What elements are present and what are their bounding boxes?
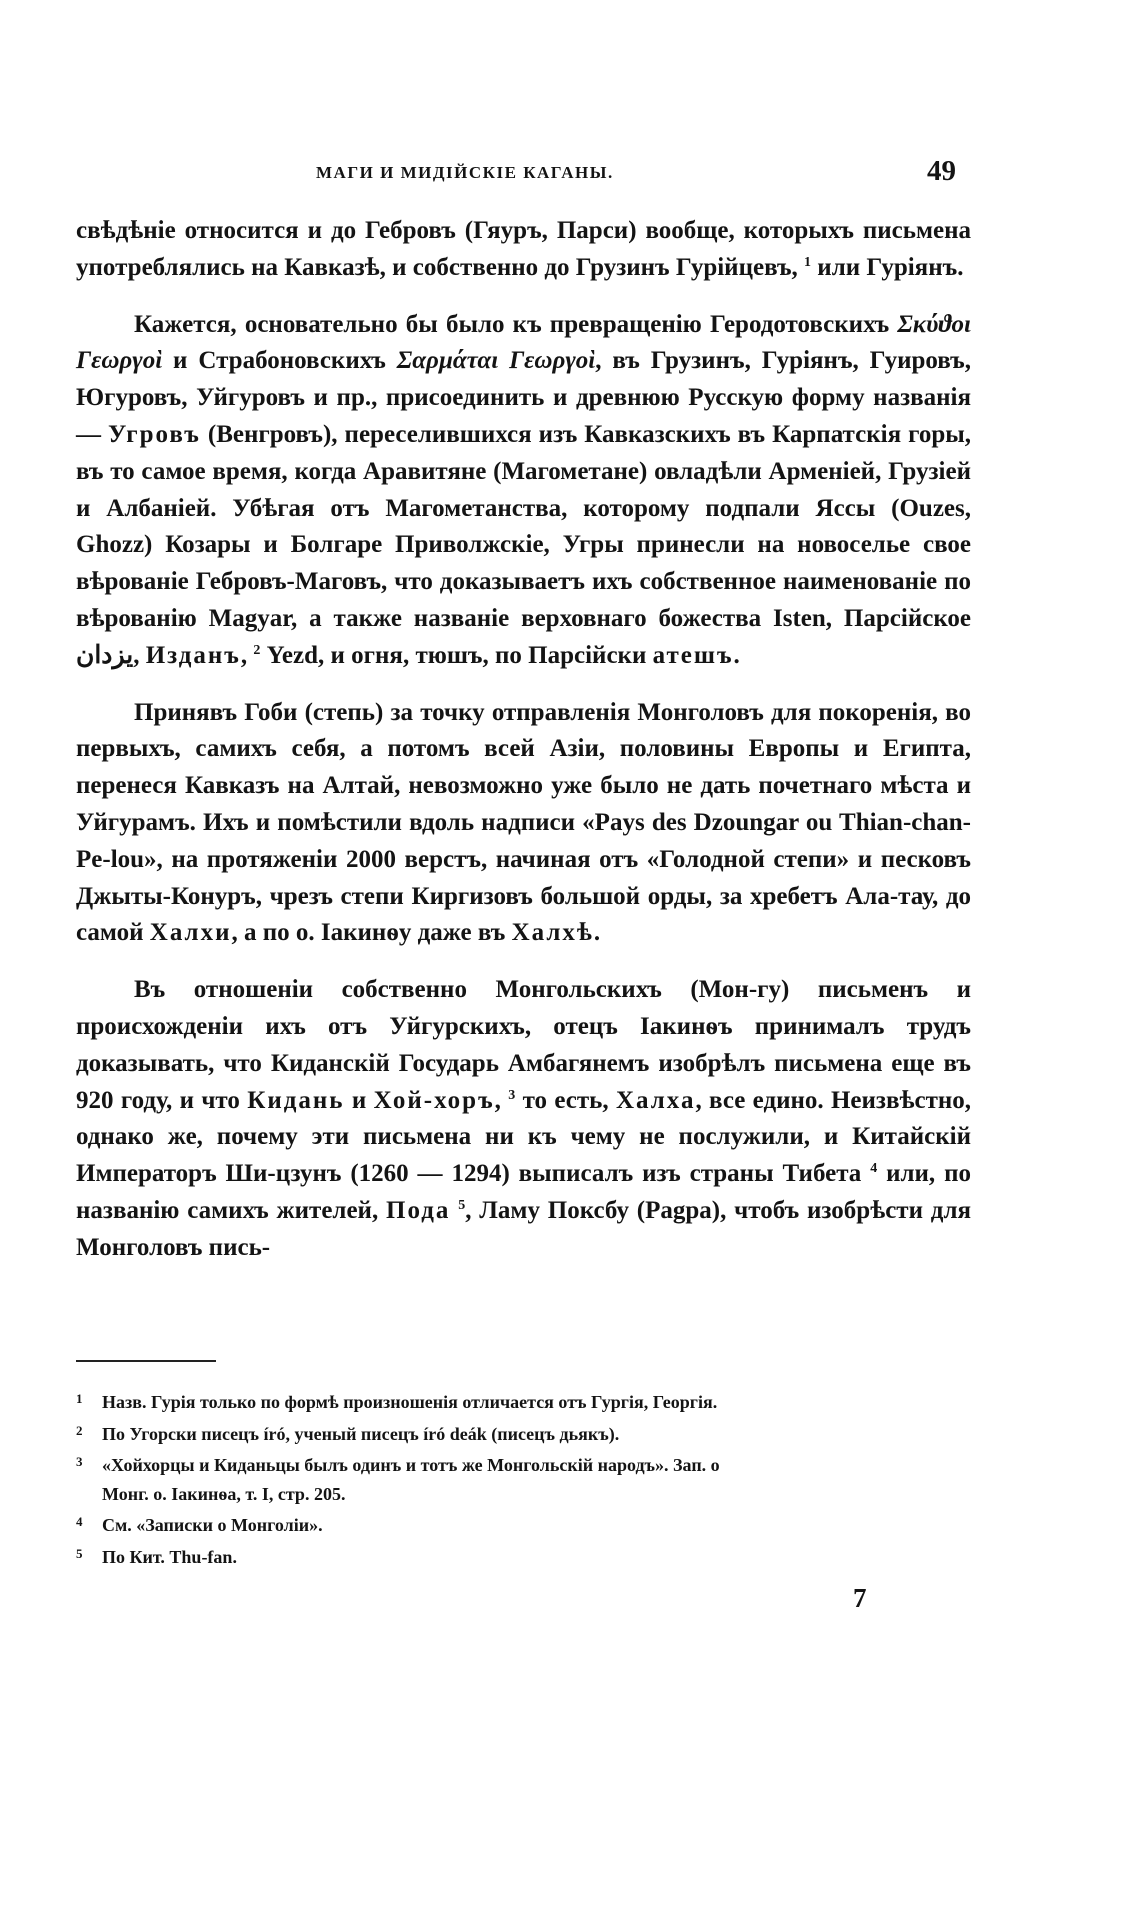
spaced-term: Халхѣ	[511, 919, 594, 947]
text-run: или Гуріянъ.	[811, 253, 964, 281]
footnote-3	[76, 1448, 971, 1508]
footnote-number: 1	[76, 1391, 83, 1406]
text-run: (Венгровъ), переселившихся изъ Кавказскихъ въ Карпатскія горы, въ то самое время, когда Аравитяне (Магометане) овладѣли Арменіей, Грузіей и Албаніей. Убѣгая отъ Магометанства, которому подпали Яссы (Ouzes, Ghozz) Козары и Болгаре Приволжскіе, Угры принесли на новоселье свое вѣрованіе Гебровъ-Маговъ, что доказываетъ ихъ собственное наименованіе по вѣрованію Magyar, а также названіе верховнаго божества Isten, Парсійское	[76, 420, 972, 632]
footnote-4	[76, 1508, 971, 1540]
footnote-text: См. «Записки о Монголіи».	[102, 1515, 323, 1535]
paragraph-4	[76, 972, 971, 1266]
paragraph-1	[76, 213, 971, 287]
footnote-text: «Хойхорцы и Киданьцы былъ одинъ и тотъ же Монгольскій народъ». Зап. о	[102, 1455, 720, 1475]
signature-mark: 7	[853, 1583, 867, 1613]
footnote-text: По Угорски писецъ író, ученый писецъ író deák (писецъ дьякъ).	[102, 1423, 620, 1444]
running-title: МАГИ И МИДІЙСКІЕ КАГАНЫ.	[316, 163, 614, 182]
text-run: Принявъ Гоби (степь) за точку отправленія Монголовъ для покоренія, во первыхъ, самихъ себя, а потомъ всей Азіи, половины Европы и Египта, перенеся Кавказъ на Алтай, невозможно уже было не дать почетнаго мѣста и Уйгурамъ. Ихъ и помѣстили вдоль надписи «Pays des Dzoungar ou Thian-chan-Pe-lou», на протяженіи 2000 верстъ, начиная отъ «Голодной степи» и песковъ Джыты-Конуръ, чрезъ степи Киргизовъ большой орды, за хребетъ Ала-тау, до самой	[76, 698, 971, 947]
body-text	[76, 213, 971, 1267]
footnote-ref: 2	[253, 642, 261, 658]
spaced-term: Изданъ	[145, 641, 241, 669]
persian-word: یزدان	[76, 641, 134, 669]
spaced-term: атешъ	[652, 641, 734, 669]
page-header	[76, 155, 971, 203]
text-run: .	[593, 919, 601, 947]
text-run: то есть,	[515, 1086, 616, 1114]
text-run: Yezd, и огня, тюшъ, по Парсійски	[260, 641, 653, 669]
footnote-5	[76, 1540, 971, 1572]
text-run: или, по названію самихъ жителей,	[76, 1160, 971, 1224]
footnote-ref: 1	[804, 254, 812, 270]
paragraph-2	[76, 307, 971, 675]
footnote-1	[76, 1385, 971, 1417]
footnote-continuation: Монг. о. Іакинѳа, т. I, стр. 205.	[102, 1483, 346, 1504]
spaced-term: Пода	[386, 1196, 451, 1224]
greek-term: Σαρμάται Γεωργοὶ	[396, 347, 596, 375]
spaced-term: Хой-хоръ	[373, 1086, 495, 1114]
footnote-2	[76, 1417, 971, 1449]
text-run: Въ отношеніи собственно Монгольскихъ (Мон-гу) письменъ и происхожденіи ихъ отъ Уйгурскихъ, отецъ Іакинѳъ принималъ трудъ доказывать, что Киданскій Государь Амбагянемъ изобрѣлъ письмена еще въ 920 году, и что	[76, 976, 971, 1114]
footnotes	[76, 1385, 971, 1571]
text-run: Кажется, основательно бы было къ превращенію Геродотовскихъ	[134, 310, 898, 338]
footnote-number: 5	[76, 1545, 83, 1561]
footnote-text: Назв. Гурія только по формѣ произношенія отличается отъ Гургія, Георгія.	[102, 1392, 718, 1412]
paragraph-3	[76, 695, 971, 953]
footnote-ref: 4	[870, 1161, 878, 1177]
footnote-number: 3	[76, 1454, 83, 1469]
footnote-divider	[76, 1360, 216, 1362]
text-run: и	[344, 1086, 374, 1114]
text-run: свѣдѣніе относится и до Гебровъ (Гяуръ, Парси) вообще, которыхъ письмена употреблялись на Кавказѣ, и собственно до Грузинъ Гурійцевъ,	[76, 217, 971, 281]
text-run: , въ Грузинъ, Гуріянъ, Гуировъ, Югуровъ, Уйгуровъ и пр., присоединить и древнюю Русскую форму названія —	[76, 347, 971, 448]
spaced-term: Угровъ	[108, 420, 201, 448]
text-run: .	[733, 641, 740, 669]
book-page	[76, 155, 972, 1613]
text-run: ,	[133, 641, 146, 669]
spaced-term: Халха	[615, 1086, 696, 1114]
text-run: , Ламу Поксбу (Pagpa), чтобъ изобрѣсти для Монголовъ пись-	[76, 1196, 971, 1261]
footnote-number: 4	[76, 1514, 83, 1529]
greek-term: Σκύϑοι Γεωργοὶ	[76, 310, 971, 375]
footnote-number: 2	[76, 1422, 83, 1438]
page-number: 49	[927, 155, 956, 187]
text-run: и Страбоновскихъ	[162, 347, 397, 375]
footnote-ref: 3	[508, 1087, 516, 1103]
text-run: , все едино. Неизвѣстно, однако же, почему эти письмена ни къ чему не послужили, и Китайскій Императоръ Ши-цзунъ (1260 — 1294) выписалъ изъ страны Тибета	[76, 1086, 972, 1188]
text-run: , а по о. Іакинѳу даже въ	[231, 919, 512, 947]
footnote-ref: 5	[458, 1197, 466, 1213]
text-run: ,	[494, 1086, 509, 1114]
spaced-term: Кидань	[247, 1086, 345, 1114]
text-run: ,	[240, 641, 254, 669]
spaced-term: Халхи	[149, 919, 232, 947]
footnote-text: По Кит. Thu-fan.	[102, 1546, 237, 1567]
